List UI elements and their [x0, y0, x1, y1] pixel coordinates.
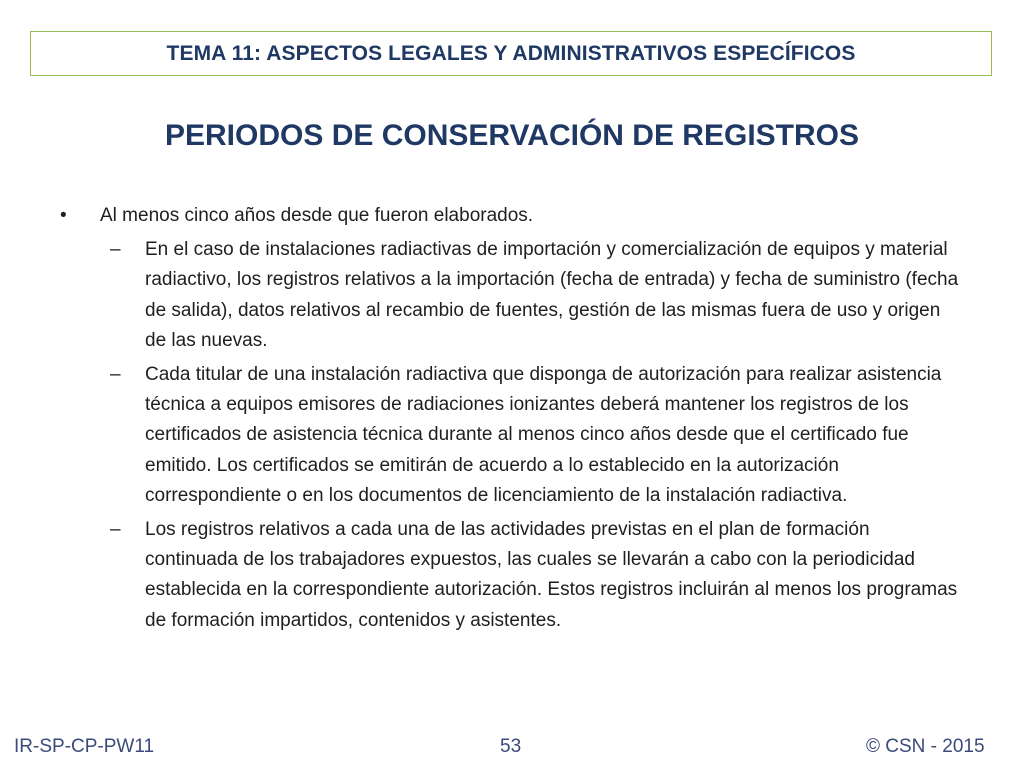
- dash-marker: –: [110, 364, 121, 386]
- footer-code: IR-SP-CP-PW11: [14, 736, 155, 757]
- dash-marker: –: [110, 519, 121, 541]
- sub-item: [60, 360, 965, 511]
- copyright: © CSN - 2015: [866, 736, 985, 757]
- sub-item-text: Cada titular de una instalación radiactiva que disponga de autorización para realizar asistencia técnica a equipos emisores de radiaciones ionizantes deberá mantener los registros de los certificados de asistencia técnica durante al menos cinco años desde que el certificado fue emitido. Los certificados se emitirán de acuerdo a lo establecido en la autorización correspondiente o en los documentos de licenciamiento de la instalación radiactiva.: [145, 364, 942, 506]
- page-number: 53: [500, 736, 522, 757]
- sub-item-text: En el caso de instalaciones radiactivas de importación y comercialización de equipos y material radiactivo, los registros relativos a la importación (fecha de entrada) y fecha de suministro (fecha de salida), datos relativos al recambio de fuentes, gestión de las mismas fuera de uso y origen de las nuevas.: [145, 239, 959, 351]
- content-body: [60, 201, 980, 636]
- header-box: [30, 31, 992, 76]
- dash-marker: –: [110, 239, 121, 261]
- bullet-marker: •: [60, 205, 67, 226]
- bullet-item: [60, 201, 980, 231]
- sub-item: [60, 235, 965, 356]
- header-title: TEMA 11: ASPECTOS LEGALES Y ADMINISTRATIVOS ESPECÍFICOS: [166, 41, 856, 65]
- bullet-text: Al menos cinco años desde que fueron elaborados.: [100, 205, 534, 226]
- sub-item: [60, 515, 965, 636]
- sub-item-text: Los registros relativos a cada una de las actividades previstas en el plan de formación continuada de los trabajadores expuestos, las cuales se llevarán a cabo con la periodicidad establecida en la correspondiente autorización. Estos registros incluirán al menos los programas de formación impartidos, contenidos y asistentes.: [145, 519, 958, 631]
- page-title: PERIODOS DE CONSERVACIÓN DE REGISTROS: [165, 119, 859, 152]
